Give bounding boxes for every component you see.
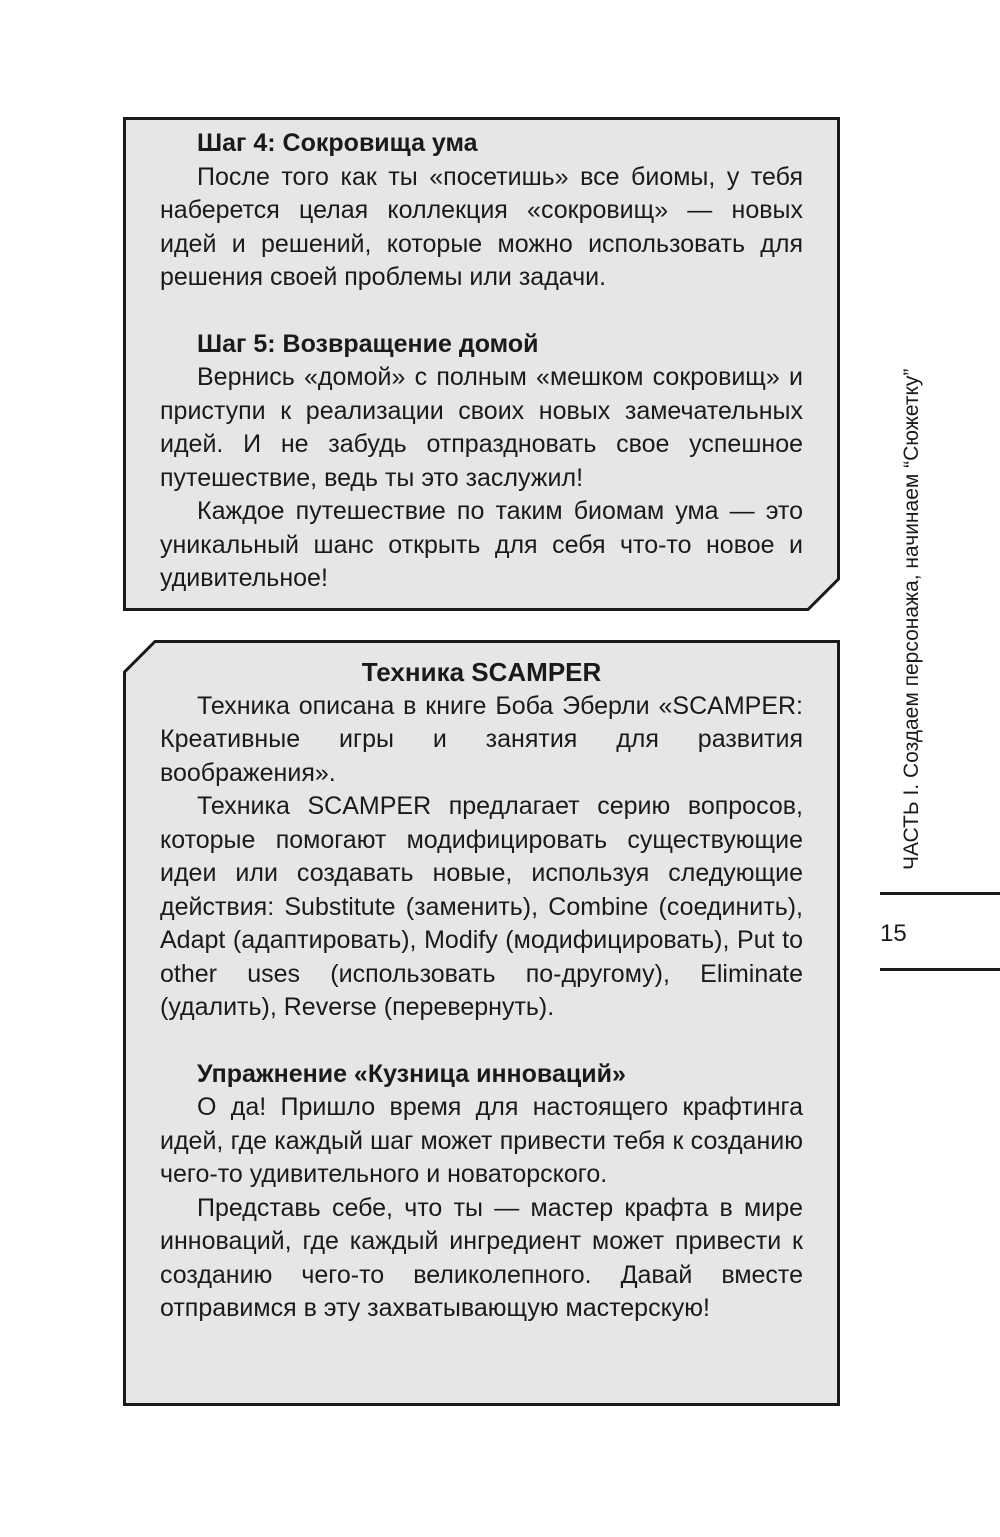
page-number: 15	[880, 920, 907, 947]
page-number-rule-top	[880, 892, 1000, 895]
scamper-paragraph-1: Техника описана в книге Боба Эберли «SCAMPER: Креативные игры и занятия для развития воображения».	[160, 691, 803, 787]
step5-heading: Шаг 5: Возвращение домой	[197, 329, 539, 358]
step5-paragraph-2: Каждое путешествие по таким биомам ума — это уникальный шанс открыть для себя что-то новое и удивительное!	[160, 497, 803, 592]
exercise-paragraph-1: О да! Пришло время для настоящего крафтинга идей, где каждый шаг может привести тебя к созданию чего-то удивительного и новаторского.	[160, 1093, 803, 1188]
exercise-heading: Упражнение «Кузница инноваций»	[197, 1059, 626, 1088]
page-number-rule-bottom	[880, 968, 1000, 971]
exercise-paragraph-2: Представь себе, что ты — мастер крафта в мире инноваций, где каждый ингредиент может привести к созданию чего-то великолепного. Давай вместе отправимся в эту захватывающую мастерскую!	[160, 1193, 803, 1322]
info-box-steps	[123, 117, 840, 611]
step4-heading: Шаг 4: Сокровища ума	[197, 129, 478, 157]
scamper-paragraph-2: Техника SCAMPER предлагает серию вопросов, которые помогают модифицировать существующие идеи или создавать новые, используя следующие действия: Substitute (заменить), Combine (соединить), Adapt (адаптировать), Modify (модифицировать), Put to other uses (использовать по-другому), Eliminate (удалить), Reverse (перевернуть).	[160, 792, 803, 1021]
scamper-heading: Техника SCAMPER	[361, 657, 602, 687]
info-box-scamper	[123, 640, 840, 1406]
step5-paragraph-1: Вернись «домой» с полным «мешком сокровищ» и приступи к реализации своих новых замечательных идей. И не забудь отпраздновать свое успешное путешествие, ведь ты это заслужил!	[160, 363, 803, 492]
step4-paragraph: После того как ты «посетишь» все биомы, у тебя наберется целая коллекция «сокровищ» — новых идей и решений, которые можно использовать для решения своей проблемы или задачи.	[160, 162, 803, 291]
section-running-title: ЧАСТЬ I. Создаем персонажа, начинаем “Сюжетку”	[900, 368, 923, 870]
